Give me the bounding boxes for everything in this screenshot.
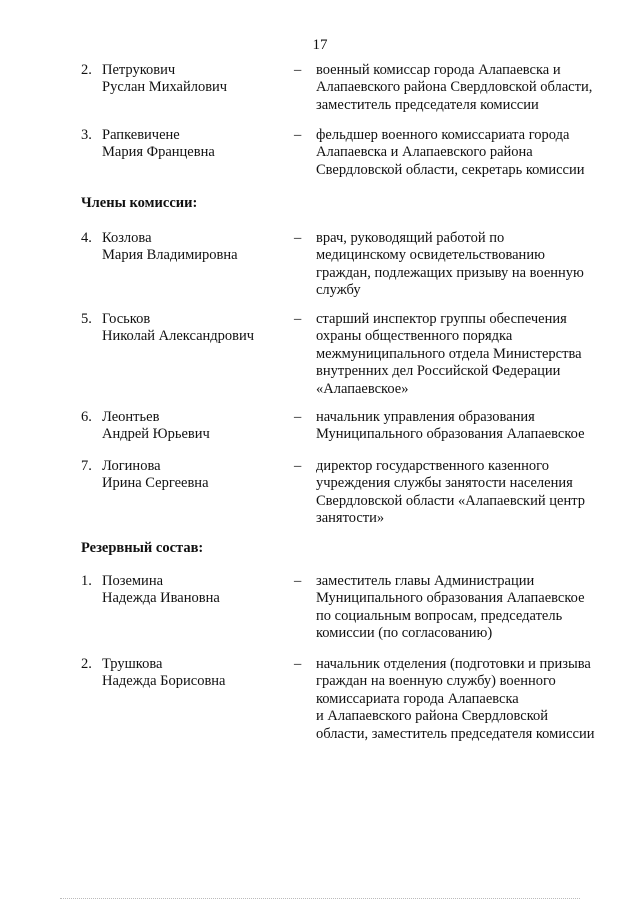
person-name-line: Поземина: [102, 573, 164, 589]
position-description-line: комиссариата города Алапаевска: [316, 690, 519, 707]
person-name: [102, 230, 238, 265]
position-description-line: охраны общественного порядка: [316, 328, 513, 345]
person-name-line: Надежда Борисовна: [102, 673, 226, 690]
position-description: [316, 230, 616, 300]
position-description: [316, 573, 616, 643]
item-number: 4.: [81, 230, 92, 246]
person-name-line: Логинова: [102, 458, 161, 474]
reserve-heading: Резервный состав:: [81, 540, 204, 556]
dash-separator: –: [294, 62, 302, 78]
position-description-line: начальник отделения (подготовки и призыва: [316, 656, 591, 672]
person-name: [102, 62, 227, 97]
position-description-line: военный комиссар города Алапаевска и: [316, 62, 561, 78]
position-description-line: заместитель главы Администрации: [316, 573, 535, 589]
dash-separator: –: [294, 311, 302, 327]
dash-separator: –: [294, 409, 302, 425]
person-name-line: Трушкова: [102, 656, 163, 672]
position-description-line: Муниципального образования Алапаевское: [316, 426, 585, 443]
position-description: [316, 311, 616, 398]
position-description: [316, 409, 616, 444]
position-description: [316, 458, 616, 528]
person-name-line: Петрукович: [102, 62, 176, 78]
position-description-line: начальник управления образования: [316, 409, 535, 425]
position-description-line: медицинскому освидетельствованию: [316, 247, 545, 264]
person-name-line: Мария Францевна: [102, 144, 215, 161]
person-name-line: Леонтьев: [102, 409, 160, 425]
position-description-line: службу: [316, 282, 361, 299]
position-description-line: комиссии (по согласованию): [316, 625, 493, 642]
position-description-line: директор государственного казенного: [316, 458, 550, 474]
page-number: 17: [312, 37, 328, 53]
position-description-line: Алапаевска и Алапаевского района: [316, 144, 533, 161]
dash-separator: –: [294, 230, 302, 246]
person-name-line: Андрей Юрьевич: [102, 426, 210, 443]
members-heading: Члены комиссии:: [81, 195, 198, 211]
person-name: [102, 127, 215, 162]
person-name-line: Николай Александрович: [102, 328, 255, 345]
item-number: 2.: [81, 62, 92, 78]
person-name-line: Ирина Сергеевна: [102, 475, 209, 492]
position-description: [316, 656, 616, 743]
position-description-line: по социальным вопросам, председатель: [316, 607, 563, 624]
dash-separator: –: [294, 573, 302, 589]
position-description-line: граждан, подлежащих призыву на военную: [316, 264, 584, 281]
position-description-line: и Алапаевского района Свердловской: [316, 708, 549, 725]
position-description-line: Свердловской области «Алапаевский центр: [316, 492, 585, 509]
person-name: [102, 409, 210, 444]
item-number: 2.: [81, 656, 92, 672]
dash-separator: –: [294, 656, 302, 672]
person-name-line: Госьков: [102, 311, 151, 327]
item-number: 5.: [81, 311, 92, 327]
position-description-line: области, заместитель председателя комиссии: [316, 725, 595, 742]
person-name-line: Козлова: [102, 230, 152, 246]
position-description-line: фельдшер военного комиссариата города: [316, 127, 570, 143]
item-number: 1.: [81, 573, 92, 589]
person-name-line: Рапкевичене: [102, 127, 180, 143]
position-description-line: межмуниципального отдела Министерства: [316, 345, 582, 362]
item-number: 7.: [81, 458, 92, 474]
item-number: 3.: [81, 127, 92, 143]
person-name: [102, 656, 226, 691]
person-name: [102, 573, 220, 608]
person-name: [102, 458, 209, 493]
position-description-line: заместитель председателя комиссии: [316, 96, 539, 113]
position-description-line: Муниципального образования Алапаевское: [316, 590, 585, 607]
scan-edge-artifact: [60, 898, 580, 901]
dash-separator: –: [294, 127, 302, 143]
item-number: 6.: [81, 409, 92, 425]
position-description-line: внутренних дел Российской Федерации: [316, 363, 561, 380]
position-description-line: Алапаевского района Свердловской области,: [316, 79, 593, 96]
person-name-line: Надежда Ивановна: [102, 590, 220, 607]
position-description-line: «Алапаевское»: [316, 380, 409, 397]
position-description-line: занятости»: [316, 510, 385, 527]
position-description-line: граждан на военную службу) военного: [316, 673, 556, 690]
dash-separator: –: [294, 458, 302, 474]
position-description: [316, 127, 616, 179]
position-description-line: старший инспектор группы обеспечения: [316, 311, 567, 327]
position-description-line: учреждения службы занятости населения: [316, 475, 573, 492]
position-description: [316, 62, 616, 114]
position-description-line: врач, руководящий работой по: [316, 230, 505, 246]
position-description-line: Свердловской области, секретарь комиссии: [316, 161, 585, 178]
person-name-line: Руслан Михайлович: [102, 79, 228, 96]
person-name-line: Мария Владимировна: [102, 247, 238, 264]
person-name: [102, 311, 254, 346]
